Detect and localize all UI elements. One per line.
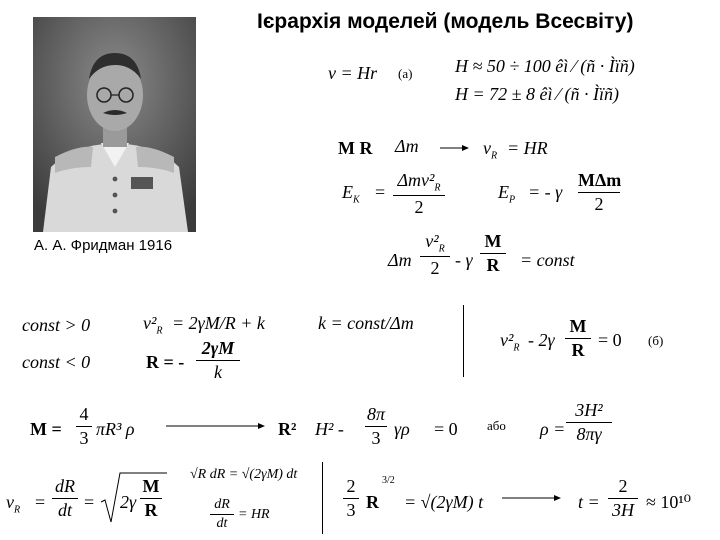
mass-density-fraction: 4 3 bbox=[76, 404, 92, 449]
photo-caption: А. А. Фридман 1916 bbox=[34, 237, 173, 254]
case-negative-fraction: 2γM k bbox=[196, 338, 240, 383]
age-lhs: t = bbox=[578, 492, 600, 512]
case-positive-rhs: = 2γM/R + k bbox=[172, 313, 265, 333]
case-negative: const < 0 bbox=[22, 352, 91, 372]
critical-v: $v^2_R$ bbox=[500, 330, 520, 354]
critical-rhs: = 0 bbox=[598, 330, 622, 350]
integral-coefficient: 2 3 bbox=[343, 476, 359, 521]
critical-density-lhs: ρ = bbox=[540, 419, 566, 439]
velocity-radius-rhs: = HR bbox=[507, 138, 548, 158]
potential-energy-label: $E_P$ bbox=[498, 182, 516, 206]
case-positive-k: k = const/Δm bbox=[318, 313, 414, 333]
kinetic-fraction: $\Delta mv^2_R$ 2 bbox=[393, 170, 445, 218]
case-negative-lhs: R = - bbox=[146, 352, 185, 372]
time-root: 2γ M R bbox=[100, 470, 168, 526]
time-system-eq1: √R dR = √(2γM) dt bbox=[190, 467, 298, 482]
mass-density-lhs: M = bbox=[30, 419, 62, 439]
hubble-range: H ≈ 50 ÷ 100 êì ⁄ (ñ · Ìïñ) bbox=[455, 56, 635, 76]
time-v: $v_R$ bbox=[6, 492, 21, 516]
friedmann-eq-r2: R² bbox=[278, 419, 297, 439]
time-eq2: = bbox=[84, 492, 95, 512]
implies-arrow-1 bbox=[440, 142, 470, 154]
time-system-brace bbox=[314, 462, 323, 534]
kinetic-energy-label: $E_K$ bbox=[342, 182, 360, 206]
cases-brace bbox=[455, 305, 464, 377]
critical-density-fraction: 3H² 8πγ bbox=[566, 400, 612, 445]
age-fraction: 2 3H bbox=[608, 476, 638, 521]
critical-mid: - 2γ bbox=[528, 330, 555, 350]
integral-r: R bbox=[366, 492, 379, 512]
age-rhs: ≈ 10¹⁰ bbox=[646, 492, 691, 512]
friedmann-photo bbox=[33, 17, 196, 232]
critical-fraction: M R bbox=[565, 316, 591, 361]
or-label: або bbox=[487, 418, 506, 433]
integral-rhs: = √(2γM) t bbox=[404, 492, 484, 512]
slide-title: Ієрархія моделей (модель Всесвіту) bbox=[257, 10, 634, 33]
mass-radius: M R bbox=[338, 138, 373, 158]
friedmann-eq-gamma-rho: γρ bbox=[394, 419, 410, 439]
kinetic-eq: = bbox=[375, 182, 386, 202]
potential-eq: = - γ bbox=[528, 182, 563, 202]
equation-tag-a: (а) bbox=[398, 66, 413, 81]
portrait-image bbox=[33, 17, 196, 232]
time-system-fraction: dR dt bbox=[210, 497, 234, 532]
case-positive-v: $v^2_R$ bbox=[143, 313, 163, 337]
total-energy-v-fraction: $v^2_R$ 2 bbox=[420, 231, 450, 279]
hubble-law: v = Hr bbox=[328, 63, 378, 83]
implies-arrow-2 bbox=[166, 420, 266, 432]
friedmann-eq-h2: H² - bbox=[315, 419, 344, 439]
integral-exponent: 3/2 bbox=[382, 475, 395, 486]
mass-element: Δm bbox=[395, 136, 419, 156]
time-eq1: = bbox=[35, 492, 46, 512]
friedmann-eq-zero: = 0 bbox=[434, 419, 458, 439]
time-dr-dt: dR dt bbox=[52, 476, 78, 521]
time-system-eq2: = HR bbox=[238, 507, 270, 522]
mass-density-rhs: πR³ ρ bbox=[96, 419, 135, 439]
total-energy-mr-fraction: M R bbox=[480, 231, 506, 276]
implies-arrow-3 bbox=[502, 492, 562, 504]
equation-tag-b: (б) bbox=[648, 333, 664, 348]
total-energy-minus: - γ bbox=[455, 250, 473, 270]
total-energy-dm: Δm bbox=[388, 250, 412, 270]
hubble-value: H = 72 ± 8 êì ⁄ (ñ · Ìïñ) bbox=[455, 84, 620, 104]
total-energy-rhs: = const bbox=[520, 250, 575, 270]
potential-fraction: MΔm 2 bbox=[578, 170, 622, 214]
friedmann-eq-fraction: 8π 3 bbox=[366, 404, 386, 448]
case-positive: const > 0 bbox=[22, 315, 91, 335]
velocity-radius: $v_R$ bbox=[483, 138, 498, 162]
